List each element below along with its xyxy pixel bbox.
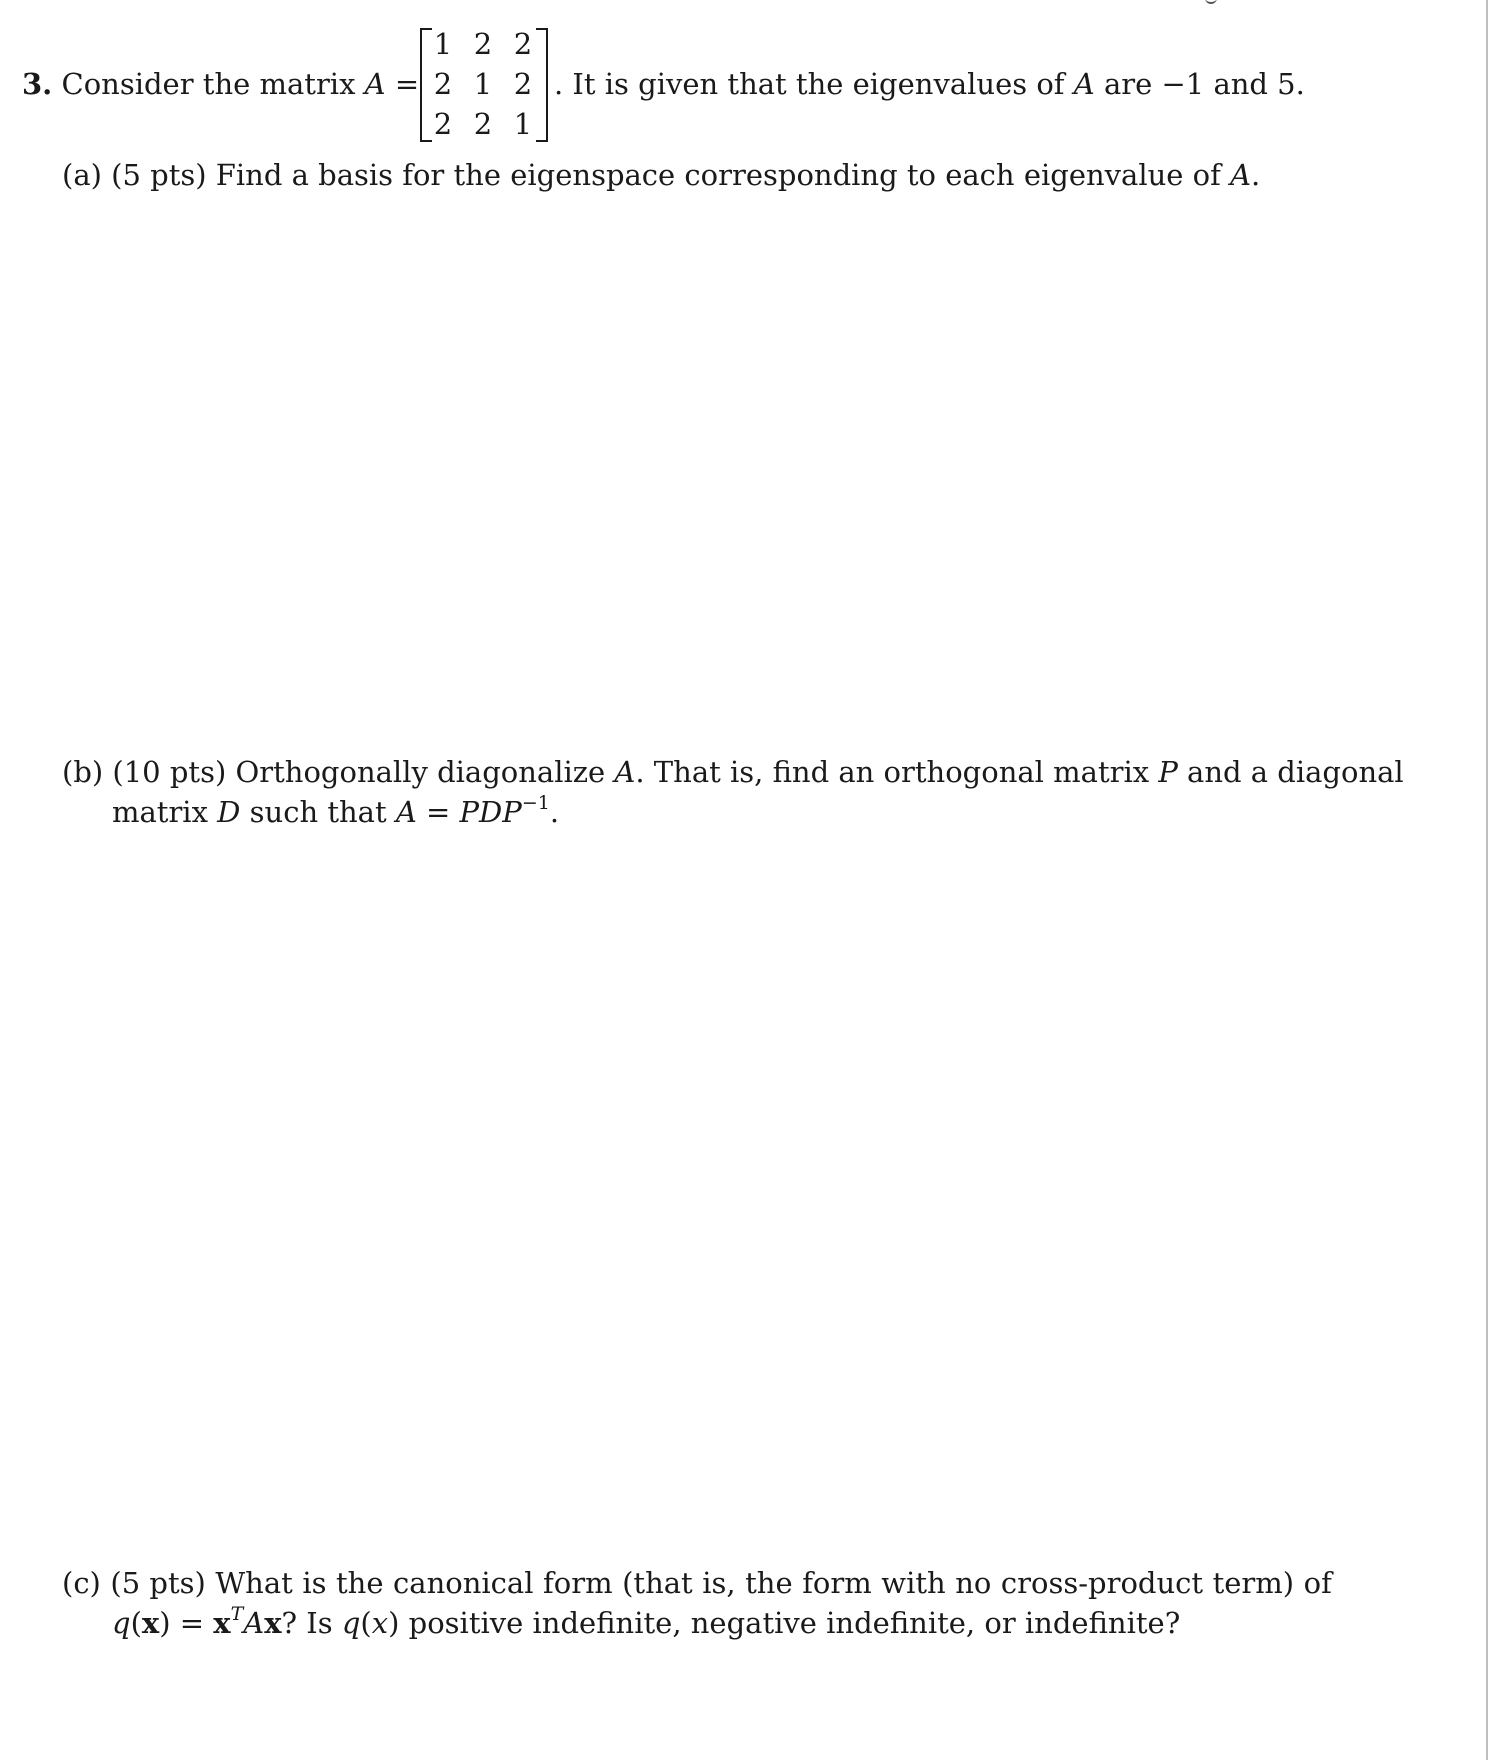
part-c-word: form [543,1566,613,1600]
part-c-word: is [302,1566,327,1600]
part-c-word: (that [622,1566,693,1600]
part-c-line2: $q(x) = x^TAx$? Is q(x) positive indefinite, negative indefinite, or indefinite? [112,1603,1181,1640]
equals-sign: = [394,67,420,101]
part-b-line2-mid: such that [249,795,387,829]
matrix-cell: 1 [433,27,453,61]
part-c-equals: = [179,1606,205,1640]
eigenvalue-text: . It is given that the eigenvalues of [554,67,1065,101]
part-b-var-d: D [217,795,241,829]
matrix-cell: 2 [433,107,453,141]
part-c-q2: q [341,1606,361,1640]
part-b-line1-end: and a diagonal [1187,755,1404,789]
cropped-top-mark [1205,0,1217,4]
part-c-word: the [745,1566,793,1600]
part-c-word: with [881,1566,946,1600]
eigenvalue-matrix-var: A [1073,67,1095,101]
part-b-rest: . That is, find an orthogonal matrix [635,755,1150,789]
part-c-end: positive indefinite, negative indefinite, or indefinite? [408,1606,1181,1640]
problem-number: 3. [22,67,53,101]
matrix-cell: 2 [473,27,493,61]
part-c-x-bold: x [141,1606,160,1640]
part-c-q: q [112,1606,131,1640]
matrix-cell: 2 [513,67,533,101]
part-b-line2 [112,792,559,832]
part-b-line2-text: matrix [112,795,208,829]
part-b-line1 [62,752,1404,792]
part-c-label: (c) [62,1566,101,1600]
part-c-word: is, [702,1566,736,1600]
part-c-word: canonical [393,1566,534,1600]
part-c-a: A [243,1606,265,1640]
part-b-equation: A = PDP [395,795,522,829]
part-b-inverse-sup: −1 [521,792,550,815]
part-c-word: What [215,1566,293,1600]
part-c-word: the [336,1566,384,1600]
part-c-xt: x [213,1606,231,1640]
part-b-line2-end: . [549,795,560,829]
part-a-points: (5 pts) [111,158,207,192]
matrix-cell: 1 [513,107,533,141]
part-a [62,155,1260,195]
part-c-word: no [955,1566,992,1600]
problem-intro: Consider the matrix [61,67,356,101]
matrix-right-bracket [536,28,548,142]
eigenvalue-statement [554,66,1305,102]
part-c-points: (5 pts) [110,1566,206,1600]
part-c-word: of [1303,1566,1332,1600]
matrix-cell: 2 [473,107,493,141]
part-b-var-p: P [1158,755,1178,789]
part-c-transpose-sup: T [230,1603,244,1626]
part-c-x-italic: x [371,1606,389,1640]
part-b-points: (10 pts) [112,755,227,789]
part-b-var-a: A [614,755,636,789]
part-c-word: term) [1212,1566,1295,1600]
part-b-text: Orthogonally diagonalize [235,755,606,789]
matrix-cell: 2 [433,67,453,101]
part-b-label: (b) [62,755,104,789]
part-c-rest: ? Is [281,1606,333,1640]
part-a-end: . [1251,158,1261,192]
part-c-word: form [802,1566,872,1600]
matrix-cell: 1 [473,67,493,101]
matrix-variable: A [364,67,386,101]
part-a-text: Find a basis for the eigenspace corresponding to each eigenvalue of [215,158,1221,192]
part-a-label: (a) [62,158,102,192]
part-c-line1 [62,1563,1332,1603]
part-c-word: cross-product [1000,1566,1204,1600]
eigenvalue-values: are −1 and 5. [1103,67,1305,101]
matrix-cell: 2 [513,27,533,61]
part-c-x2-bold: x [264,1606,282,1640]
matrix-a [420,26,548,142]
part-a-var: A [1230,158,1252,192]
problem-statement [22,66,419,102]
